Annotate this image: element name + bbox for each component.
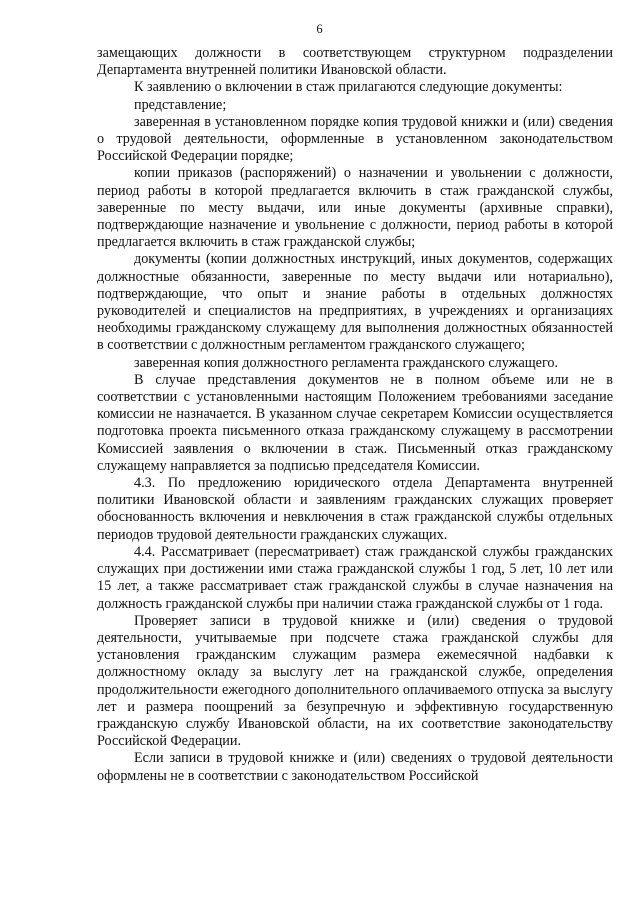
paragraph: заверенная копия должностного регламента гражданского служащего.	[134, 354, 559, 371]
paragraph: В случае представления документов не в полном объеме или не в соответствии с установленными настоящим Положением требованиями заседание комиссии не назначается. В указанном случае секретарем Комиссии осуществляется подготовка проекта письменного отказа гражданскому служащему в рассмотрении Комиссией заявления о включении в стаж. Письменный отказ гражданскому служащему направляется за подписью председателя Комиссии.	[97, 371, 613, 474]
paragraph: К заявлению о включении в стаж прилагаются следующие документы:	[134, 79, 563, 96]
paragraph: документы (копии должностных инструкций, иных документов, содержащих должностные обязанности, заверенные по месту выдачи или нотариально), подтверждающие, что опыт и знание работы в отдельных должностях руководителей и специалистов на предприятиях, в учреждениях и организациях необходимы гражданскому служащему для выполнения должностных обязанностей в соответствии с должностным регламентом гражданского служащего;	[97, 251, 613, 354]
paragraph: копии приказов (распоряжений) о назначении и увольнении с должности, период работы в которой предлагается включить в стаж гражданской службы, заверенные по месту выдачи, или иные документы (архивные справки), подтверждающие назначение и увольнение с должности, период работы в которой предлагается включить в стаж гражданской службы;	[97, 165, 613, 251]
paragraph: Если записи в трудовой книжке и (или) сведениях о трудовой деятельности оформлены не в соответствии с законодательством Российской	[97, 750, 613, 784]
paragraph: Проверяет записи в трудовой книжке и (или) сведения о трудовой деятельности, учитываемые при подсчете стажа гражданской службы для установления гражданским служащим размера ежемесячной надбавки к должностному окладу за выслугу лет на гражданской службе, определения продолжительности ежегодного дополнительного оплачиваемого отпуска за выслугу лет и размера поощрений за безупречную и эффективную государственную гражданскую службу Ивановской области, на их соответствие законодательству Российской Федерации.	[97, 612, 613, 750]
paragraph: 4.4. Рассматривает (пересматривает) стаж гражданской службы гражданских служащих при достижении ими стажа гражданской службы 1 год, 5 лет, 10 лет или 15 лет, а также рассматривает стаж гражданской службы в случае назначения на должность гражданской службы при наличии стажа гражданской службы от 1 года.	[97, 543, 613, 612]
document-body	[97, 45, 613, 785]
paragraph: 4.3. По предложению юридического отдела Департамента внутренней политики Ивановской области и заявлениям гражданских служащих проверяет обоснованность включения и невключения в стаж гражданской службы отдельных периодов трудовой деятельности гражданских служащих.	[97, 475, 613, 543]
paragraph: представление;	[134, 96, 227, 113]
paragraph: заверенная в установленном порядке копия трудовой книжки и (или) сведения о трудовой деятельности, оформленные в установленном законодательством Российской Федерации порядке;	[97, 113, 613, 165]
paragraph: замещающих должности в соответствующем структурном подразделении Департамента внутренней политики Ивановской области.	[97, 45, 613, 79]
page-number: 6	[316, 22, 323, 36]
